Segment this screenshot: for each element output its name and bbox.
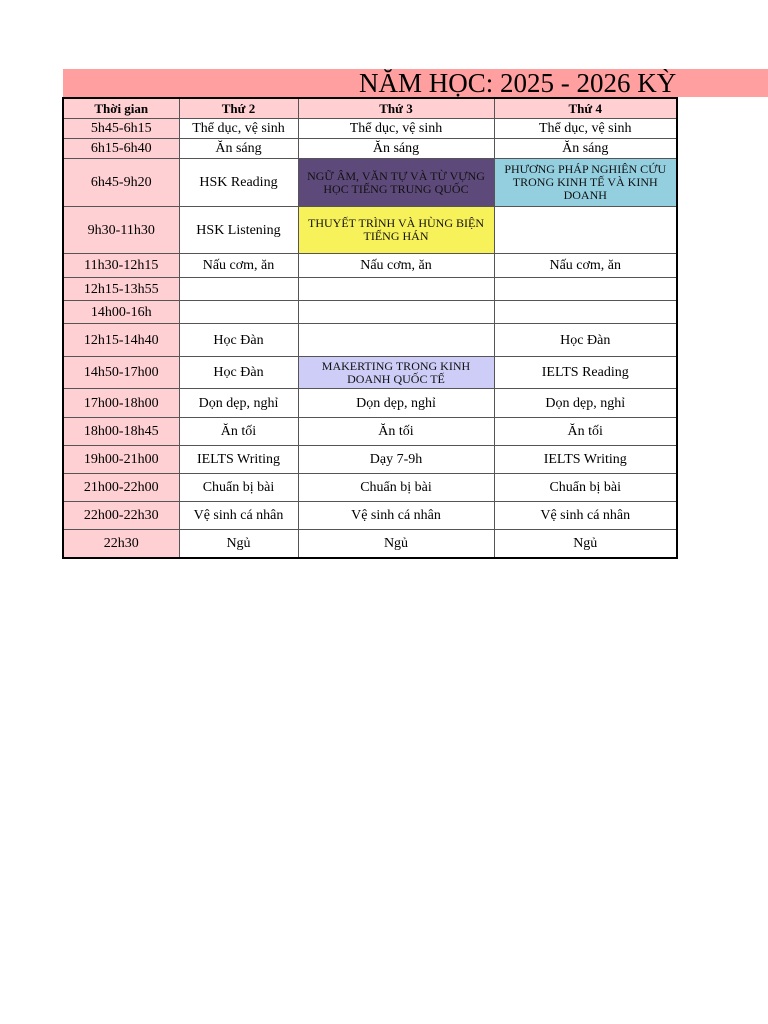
- time-cell: 5h45-6h15: [63, 119, 179, 139]
- time-cell: 14h50-17h00: [63, 357, 179, 389]
- cell-monday: Thể dục, vệ sinh: [179, 119, 298, 139]
- time-cell: 12h15-14h40: [63, 324, 179, 357]
- schedule-body: [63, 119, 677, 558]
- cell-monday: Ăn tối: [179, 418, 298, 446]
- cell-monday: HSK Listening: [179, 207, 298, 254]
- cell-tuesday: [298, 301, 494, 324]
- cell-monday: [179, 301, 298, 324]
- cell-tuesday: [298, 324, 494, 357]
- table-row: [63, 324, 677, 357]
- cell-wednesday: Dọn dẹp, nghỉ: [494, 389, 677, 418]
- cell-tuesday: Thể dục, vệ sinh: [298, 119, 494, 139]
- schedule-table: [62, 97, 678, 559]
- cell-monday: HSK Reading: [179, 159, 298, 207]
- cell-wednesday: Thể dục, vệ sinh: [494, 119, 677, 139]
- table-row: [63, 474, 677, 502]
- time-cell: 22h00-22h30: [63, 502, 179, 530]
- table-row: [63, 301, 677, 324]
- table-row: [63, 278, 677, 301]
- cell-wednesday: Nấu cơm, ăn: [494, 254, 677, 278]
- cell-tuesday: [298, 278, 494, 301]
- cell-wednesday: PHƯƠNG PHÁP NGHIÊN CỨU TRONG KINH TẾ VÀ KINH DOANH: [494, 159, 677, 207]
- cell-wednesday: Ăn tối: [494, 418, 677, 446]
- cell-monday: Vệ sinh cá nhân: [179, 502, 298, 530]
- table-row: [63, 159, 677, 207]
- table-row: [63, 357, 677, 389]
- table-row: [63, 119, 677, 139]
- time-cell: 19h00-21h00: [63, 446, 179, 474]
- cell-monday: Ngủ: [179, 530, 298, 558]
- cell-tuesday: NGỮ ÂM, VĂN TỰ VÀ TỪ VỰNG HỌC TIẾNG TRUNG QUỐC: [298, 159, 494, 207]
- cell-wednesday: [494, 301, 677, 324]
- cell-wednesday: IELTS Writing: [494, 446, 677, 474]
- header-time: Thời gian: [63, 98, 179, 119]
- table-row: [63, 446, 677, 474]
- time-cell: 21h00-22h00: [63, 474, 179, 502]
- cell-wednesday: [494, 207, 677, 254]
- cell-monday: IELTS Writing: [179, 446, 298, 474]
- table-row: [63, 389, 677, 418]
- cell-tuesday: Ăn tối: [298, 418, 494, 446]
- time-cell: 22h30: [63, 530, 179, 558]
- cell-tuesday: Ngủ: [298, 530, 494, 558]
- time-cell: 9h30-11h30: [63, 207, 179, 254]
- cell-tuesday: THUYẾT TRÌNH VÀ HÙNG BIỆN TIẾNG HÁN: [298, 207, 494, 254]
- cell-wednesday: Ngủ: [494, 530, 677, 558]
- cell-wednesday: Chuẩn bị bài: [494, 474, 677, 502]
- cell-wednesday: IELTS Reading: [494, 357, 677, 389]
- page-title: NĂM HỌC: 2025 - 2026 KỲ: [359, 69, 677, 97]
- cell-wednesday: Ăn sáng: [494, 139, 677, 159]
- title-band: [63, 69, 768, 97]
- cell-monday: Dọn dẹp, nghỉ: [179, 389, 298, 418]
- cell-wednesday: Vệ sinh cá nhân: [494, 502, 677, 530]
- table-row: [63, 207, 677, 254]
- time-cell: 12h15-13h55: [63, 278, 179, 301]
- cell-wednesday: Học Đàn: [494, 324, 677, 357]
- table-row: [63, 502, 677, 530]
- header-row: [63, 98, 677, 119]
- table-row: [63, 139, 677, 159]
- cell-wednesday: [494, 278, 677, 301]
- cell-tuesday: Nấu cơm, ăn: [298, 254, 494, 278]
- time-cell: 6h15-6h40: [63, 139, 179, 159]
- cell-tuesday: Chuẩn bị bài: [298, 474, 494, 502]
- cell-monday: Nấu cơm, ăn: [179, 254, 298, 278]
- header-wednesday: Thứ 4: [494, 98, 677, 119]
- cell-tuesday: MAKERTING TRONG KINH DOANH QUỐC TẾ: [298, 357, 494, 389]
- header-monday: Thứ 2: [179, 98, 298, 119]
- header-tuesday: Thứ 3: [298, 98, 494, 119]
- time-cell: 14h00-16h: [63, 301, 179, 324]
- cell-tuesday: Dạy 7-9h: [298, 446, 494, 474]
- cell-tuesday: Ăn sáng: [298, 139, 494, 159]
- cell-monday: Học Đàn: [179, 324, 298, 357]
- time-cell: 6h45-9h20: [63, 159, 179, 207]
- table-row: [63, 254, 677, 278]
- table-row: [63, 530, 677, 558]
- cell-monday: Ăn sáng: [179, 139, 298, 159]
- table-row: [63, 418, 677, 446]
- cell-monday: Học Đàn: [179, 357, 298, 389]
- cell-monday: Chuẩn bị bài: [179, 474, 298, 502]
- cell-tuesday: Dọn dẹp, nghỉ: [298, 389, 494, 418]
- cell-monday: [179, 278, 298, 301]
- time-cell: 18h00-18h45: [63, 418, 179, 446]
- time-cell: 17h00-18h00: [63, 389, 179, 418]
- time-cell: 11h30-12h15: [63, 254, 179, 278]
- cell-tuesday: Vệ sinh cá nhân: [298, 502, 494, 530]
